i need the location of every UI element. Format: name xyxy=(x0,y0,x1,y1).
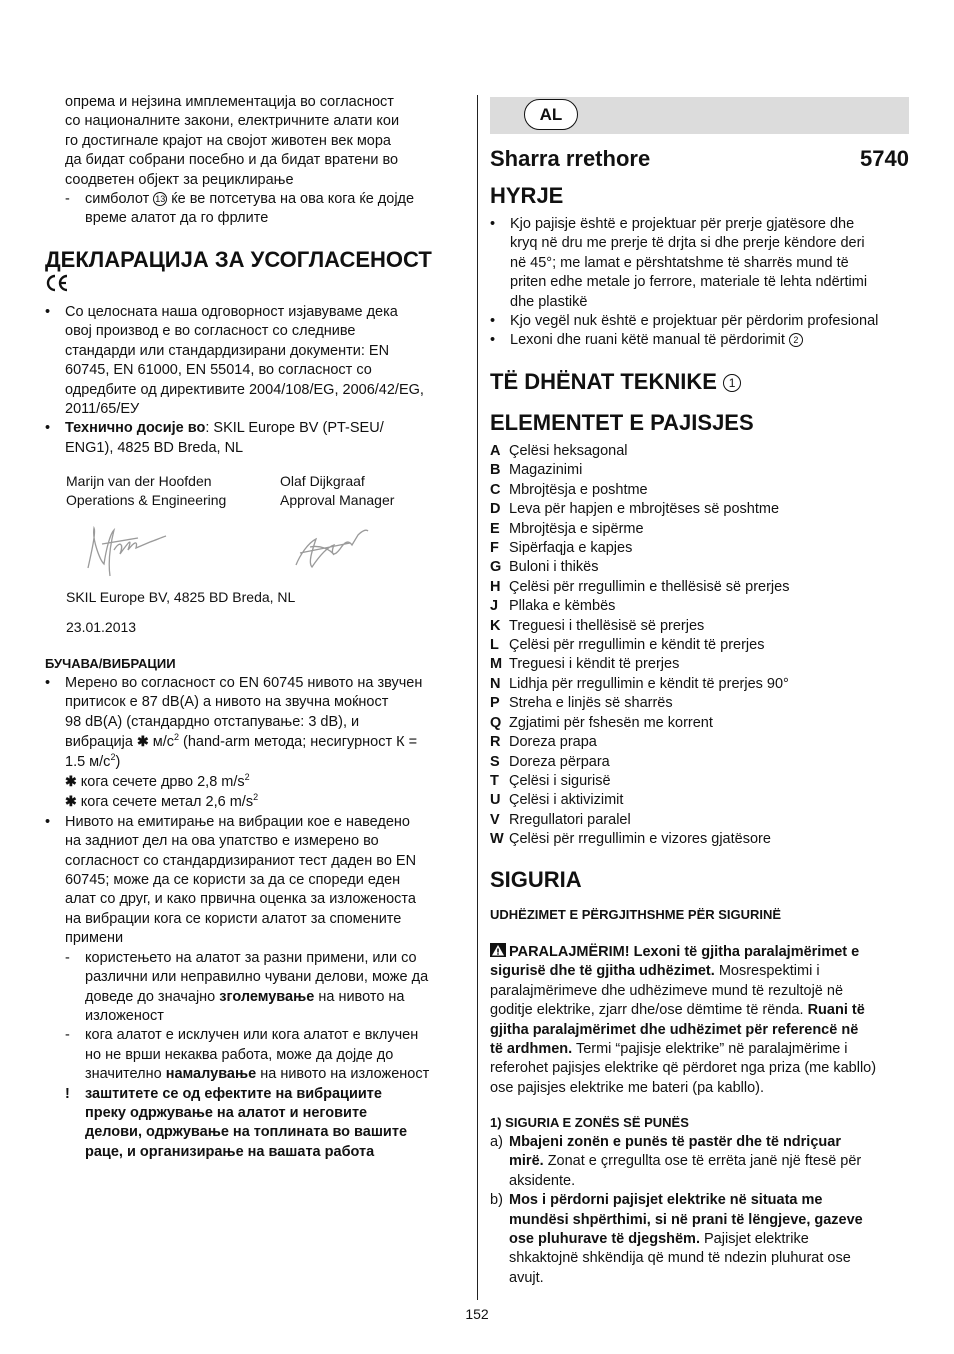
element-key: E xyxy=(490,520,500,537)
text-line: dhe plastikë xyxy=(510,293,588,310)
text-line: goditje elektrike, zjarr dhe/ose dëmtime të rënda. Ruani të xyxy=(490,1002,865,1019)
text-line: • Kjo vegël nuk është e projektuar për përdorim profesional xyxy=(510,313,879,330)
intro-bullet xyxy=(490,331,915,350)
text-line: PARALAJMËRIM! Lexoni të gjitha paralajmërimet e xyxy=(490,943,915,962)
element-item xyxy=(490,558,915,577)
element-item xyxy=(490,597,915,616)
company-address: SKIL Europe BV, 4825 BD Breda, NL xyxy=(66,589,296,605)
text-line: изложеност xyxy=(85,1007,164,1024)
text-line: алат со друг, и како првична оценка за изложеноста xyxy=(65,891,416,908)
text-line: примени xyxy=(65,930,124,947)
text-line: ✱ кога сечете метал 2,6 $m/s^2$ xyxy=(65,792,259,811)
text-line: avujt. xyxy=(509,1269,544,1286)
dash-item xyxy=(45,1026,465,1084)
element-item xyxy=(490,461,915,480)
element-item xyxy=(490,539,915,558)
reference-2-icon: 2 xyxy=(789,333,803,347)
element-label: Doreza përpara xyxy=(509,753,610,770)
signatory-2 xyxy=(280,472,394,511)
vibration-bullet xyxy=(45,813,465,949)
element-item xyxy=(490,791,915,810)
element-item xyxy=(490,772,915,791)
noise-title: БУЧАВА/ВИБРАЦИИ xyxy=(45,656,176,671)
element-key: K xyxy=(490,617,501,634)
element-item xyxy=(490,733,915,752)
element-label: Rregullatori paralel xyxy=(509,811,631,828)
text-line: 1.5 $м/с^2$) xyxy=(65,751,121,770)
element-item xyxy=(490,617,915,636)
element-item xyxy=(490,481,915,500)
intro-line: со националните закони, електричните алати кои xyxy=(65,113,400,130)
text-line: • Kjo pajisje është e projektuar për prerje gjatësore dhe xyxy=(510,216,855,232)
text-line: 2011/65/ЕУ xyxy=(65,401,140,418)
intro-line: соодветен објект за рециклирање xyxy=(65,171,294,188)
recycling-text xyxy=(45,93,465,229)
element-label: Çelësi për rregullimin e këndit të prerjes xyxy=(509,637,765,654)
star-icon: ✱ xyxy=(136,733,149,750)
element-key: C xyxy=(490,481,501,498)
language-banner xyxy=(490,97,909,134)
signature-2-image xyxy=(290,525,370,575)
tech-file-bullet xyxy=(45,419,465,458)
text-line: 60745; може да се користи за да се спореди еден xyxy=(65,872,401,889)
intro-line: го достигнале крајот на својот животен век мора xyxy=(65,132,391,149)
text-line: mirë. Zonat e çrregullta ose të errëta janë një ftesë për xyxy=(509,1153,862,1170)
element-label: Streha e linjës së sharrës xyxy=(509,695,673,712)
element-item xyxy=(490,520,915,539)
technical-data-heading: TË DHËNAT TEKNIKE 1 xyxy=(490,369,741,395)
symbol-line: - симболот 13 ќе ве потсетува на ова кога ќе дојде xyxy=(45,190,465,209)
text-line: вибрација ✱ $м/с^2$ (hand-arm метода; несигурност К = xyxy=(65,732,418,751)
element-item xyxy=(490,694,915,713)
element-label: Mbrojtësja e poshtme xyxy=(509,481,648,498)
text-line: ose pajisjes elektrike me bateri (pa kabllo). xyxy=(490,1079,765,1096)
signatory-1 xyxy=(66,472,226,511)
text-line: gjitha paralajmërimet dhe udhëzimet për referencë në xyxy=(490,1021,859,1038)
text-line: овој производ е во согласност со следниве xyxy=(65,323,356,340)
text-line: раце, и организирање на вашата работа xyxy=(85,1143,375,1160)
text-line: 60745, EN 61000, EN 55014, во согласност со xyxy=(65,362,372,379)
text-line: referohet pajisjes elektrike që përdoret nga priza (me kabllo) xyxy=(490,1060,877,1077)
general-safety-subheading: UDHËZIMET E PËRGJITHSHME PËR SIGURINË xyxy=(490,907,782,922)
item-letter: b) xyxy=(490,1192,503,1209)
element-key: B xyxy=(490,462,501,479)
text-line: • Со целосната наша одговорност изјавуваме дека xyxy=(65,304,398,320)
element-item xyxy=(490,636,915,655)
text-line: притисок е 87 dB(A) а нивото на звучна моќност xyxy=(65,694,389,711)
work-area-items xyxy=(490,1133,915,1288)
intro-bullets xyxy=(490,215,915,351)
element-key: P xyxy=(490,695,500,712)
product-header xyxy=(490,146,909,172)
text-line: të ardhmen. Termi “pajisje elektrike” në paralajmërime i xyxy=(490,1041,848,1058)
safety-heading: SIGURIA xyxy=(490,867,582,892)
text-line: делови, одржување на топлината во вашите xyxy=(85,1124,408,1141)
signatory-name: Olaf Dijkgraaf xyxy=(280,473,365,489)
element-label: Pllaka e këmbës xyxy=(509,598,616,615)
element-key: R xyxy=(490,734,501,751)
item-letter: a) xyxy=(490,1134,503,1150)
warning-item xyxy=(45,1085,465,1163)
element-label: Leva për hapjen e mbrojtëses së poshtme xyxy=(509,501,780,518)
text-line: на вибрации кога се користи алатот за спомените xyxy=(65,910,402,927)
warning-triangle-icon xyxy=(490,943,506,957)
noise-bullet xyxy=(45,674,465,813)
star-icon: ✱ xyxy=(65,793,77,810)
element-label: Zgjatimi për fshesën me korrent xyxy=(509,714,713,731)
element-key: S xyxy=(490,753,500,770)
text-line: • Мерено во согласност со EN 60745 нивото на звучен xyxy=(65,675,423,691)
reference-1-icon: 1 xyxy=(723,374,741,392)
text-line: në 45°; me lamat e përshtatshme të sharrës mund të xyxy=(510,254,849,271)
element-key: H xyxy=(490,578,501,595)
element-key: Q xyxy=(490,714,502,731)
element-label: Magazinimi xyxy=(509,462,583,479)
element-key: N xyxy=(490,675,501,692)
element-label: Mbrojtësja e sipërme xyxy=(509,520,644,537)
element-key: V xyxy=(490,811,500,828)
symbol-line-2: време алатот да го фрлите xyxy=(85,210,269,227)
text-line: - користењето на алатот за разни примени, или со xyxy=(85,949,417,966)
dash-item xyxy=(45,949,465,1027)
text-line: на задниот дел на ова упатство е измерено во xyxy=(65,833,379,850)
text-line: значително намалување на нивото на изложеност xyxy=(85,1066,430,1083)
text-line: paralajmërimeve dhe udhëzimeve mund të rezultojë në xyxy=(490,982,844,999)
element-label: Treguesi i thellësisë së prerjes xyxy=(509,617,705,634)
intro-line: да бидат собрани посебно и да бидат вратени во xyxy=(65,152,399,169)
declaration-bullets xyxy=(45,303,465,458)
element-key: J xyxy=(490,598,499,615)
text-line: • Нивото на емитирање на вибрации кое е наведено xyxy=(65,813,410,830)
element-item xyxy=(490,442,915,461)
text-line: преку одржување на алатот и неговите xyxy=(85,1104,368,1121)
signatory-role: Operations & Engineering xyxy=(66,492,227,509)
text-line: согласност со стандардизираниот тест даден во EN xyxy=(65,852,417,869)
text-line: ose pluhurave të djegshëm. Pajisjet elektrike xyxy=(509,1231,809,1248)
symbol-13-icon: 13 xyxy=(155,194,166,205)
element-label: Çelësi heksagonal xyxy=(509,443,628,459)
product-name: Sharra rrethore xyxy=(490,146,651,171)
element-key: A xyxy=(490,443,501,459)
intro-line: опрема и нејзина имплементација во согласност xyxy=(65,94,394,110)
intro-heading: HYRJE xyxy=(490,183,564,208)
element-item xyxy=(490,655,915,674)
declaration-date: 23.01.2013 xyxy=(66,619,137,635)
text-line: • Lexoni dhe ruani këtë manual të përdorimit 2 xyxy=(510,331,915,350)
element-item xyxy=(490,578,915,597)
element-key: U xyxy=(490,792,501,809)
text-line: Mbajeni zonën e punës të pastër dhe të ndriçuar xyxy=(509,1134,841,1150)
element-item xyxy=(490,830,915,849)
text-line: Mos i përdorni pajisjet elektrike në situata me xyxy=(509,1192,823,1209)
star-icon: ✱ xyxy=(65,773,77,790)
element-label: Çelësi i aktivizimit xyxy=(509,792,624,809)
element-key: L xyxy=(490,637,499,654)
declaration-bullet xyxy=(45,303,465,419)
text-line: доведе до значајно зголемување на нивото на xyxy=(85,988,405,1005)
column-divider xyxy=(477,95,478,1300)
text-line: 98 dB(A) (стандардно отстапување: 3 dB), и xyxy=(65,713,360,730)
signature-1-image xyxy=(80,520,170,582)
text-line: одредбите од директивите 2004/108/EG, 2006/42/EG, xyxy=(65,381,424,398)
element-label: Çelësi për rregullimin e vizores gjatësore xyxy=(509,831,771,848)
text-line: различни или неправилно чувани делови, може да xyxy=(85,969,429,986)
work-area-subheading: 1) SIGURIA E ZONËS SË PUNËS xyxy=(490,1115,689,1130)
text-line: aksidente. xyxy=(509,1172,576,1189)
elements-heading: ELEMENTET E PAJISJES xyxy=(490,410,754,435)
text-line: priten edhe metale jo ferrore, materiale të lehta ndërtimi xyxy=(510,274,868,291)
safety-item-a xyxy=(490,1133,915,1191)
text-line: ENG1), 4825 BD Breda, NL xyxy=(65,439,244,456)
text-line: • Технично досије во: SKIL Europe BV (PT-SEU/ xyxy=(65,420,384,437)
text-line: ! заштитете се од ефектите на вибрациите xyxy=(85,1085,382,1102)
signatory-role: Approval Manager xyxy=(280,492,395,509)
element-label: Treguesi i këndit të prerjes xyxy=(509,656,680,673)
text-line: ✱ кога сечете дрво 2,8 $m/s^2$ xyxy=(65,772,250,791)
element-label: Çelësi i sigurisë xyxy=(509,772,611,789)
element-key: M xyxy=(490,656,503,673)
text-line: shkaktojnë shkëndija që mund të ndezin pluhurat ose xyxy=(509,1250,851,1267)
element-key: W xyxy=(490,831,504,848)
element-key: F xyxy=(490,540,499,557)
text-line: но не врши некаква работа, може да дојде до xyxy=(85,1046,394,1063)
product-model: 5740 xyxy=(860,146,909,171)
element-key: T xyxy=(490,772,499,789)
element-item xyxy=(490,675,915,694)
declaration-section xyxy=(45,247,465,293)
element-key: D xyxy=(490,501,501,518)
text-line: - кога алатот е исклучен или кога алатот е вклучен xyxy=(85,1027,419,1044)
text-line: kryq në dru me prerje të drjta si dhe prerje këndore deri xyxy=(510,235,865,252)
element-item xyxy=(490,753,915,772)
element-label: Lidhja për rregullimin e këndit të prerjes 90° xyxy=(509,675,789,692)
page-number: 152 xyxy=(465,1306,489,1322)
element-item xyxy=(490,500,915,519)
text-line: mundësi shpërthimi, si në prani të lëngjeve, gazeve xyxy=(509,1211,863,1228)
signatory-name: Marijn van der Hoofden xyxy=(66,473,212,489)
element-label: Sipërfaqja e kapjes xyxy=(509,540,633,557)
noise-section xyxy=(45,655,465,1162)
declaration-title: ДЕКЛАРАЦИЈА ЗА УСОГЛАСЕНОСТ xyxy=(45,247,432,272)
intro-bullet xyxy=(490,312,915,331)
element-item xyxy=(490,811,915,830)
safety-item-b xyxy=(490,1191,915,1288)
element-label: Doreza prapa xyxy=(509,734,597,751)
element-label: Buloni i thikës xyxy=(509,559,599,576)
text-line: sigurisë dhe të gjitha udhëzimet. Mosrespektimi i xyxy=(490,963,820,980)
language-badge: AL xyxy=(524,99,578,130)
general-warning xyxy=(490,943,915,1098)
text-line: стандарди или стандардизирани документи: EN xyxy=(65,342,390,359)
element-key: G xyxy=(490,559,502,576)
element-item xyxy=(490,714,915,733)
intro-bullet xyxy=(490,215,915,312)
ce-mark-icon xyxy=(45,273,69,293)
elements-list xyxy=(490,442,915,850)
element-label: Çelësi për rregullimin e thellësisë së prerjes xyxy=(509,578,790,595)
